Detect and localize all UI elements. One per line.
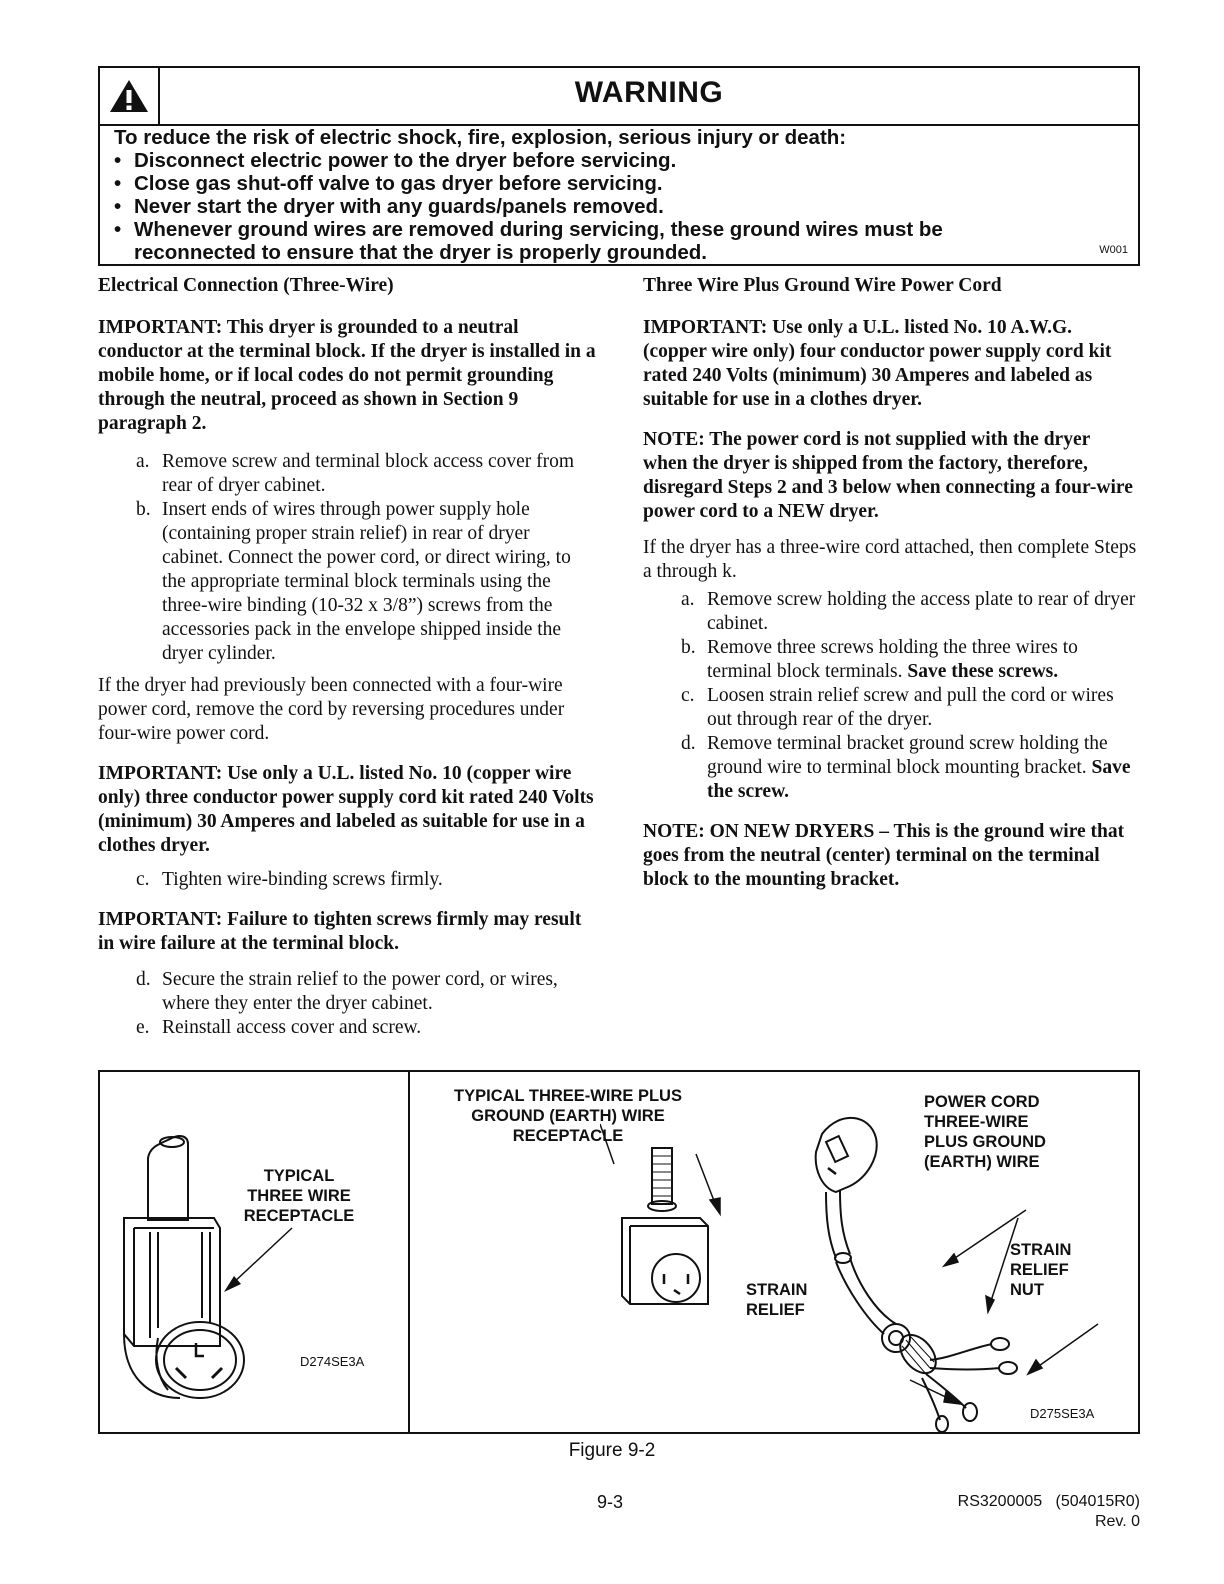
warning-bullet: • Disconnect electric power to the dryer before servicing. xyxy=(114,149,677,172)
left-important-grounding: IMPORTANT: This dryer is grounded to a neutral conductor at the terminal block. If the dryer is installed in a mobile home, or if local codes do not permit grounding through the neutral, proceed as shown in Section 9 paragraph 2. xyxy=(98,317,596,434)
left-column xyxy=(98,274,596,1040)
document-id xyxy=(958,1492,1140,1532)
step-item: a. Remove screw holding the access plate to rear of dryer cabinet. xyxy=(681,589,1136,634)
strain-relief-nut-label: STRAIN RELIEF NUT xyxy=(1010,1241,1072,1299)
right-note-new-dryers: NOTE: ON NEW DRYERS – This is the ground wire that goes from the neutral (center) terminal on the terminal block to the mounting bracket. xyxy=(643,821,1125,890)
leader-arrow xyxy=(210,1222,310,1302)
page-number: 9-3 xyxy=(596,1492,623,1512)
left-step-c xyxy=(98,868,596,892)
left-heading: Electrical Connection (Three-Wire) xyxy=(98,275,394,296)
warning-code: W001 xyxy=(1099,244,1128,256)
warning-bullet: • Close gas shut-off valve to gas dryer before servicing. xyxy=(114,172,663,195)
right-important-cord: IMPORTANT: Use only a U.L. listed No. 10 A.W.G. (copper wire only) four conductor power supply cord kit rated 240 Volts (minimum) 30 Amperes and labeled as suitable for use in a clothes dryer. xyxy=(643,317,1112,410)
step-item: d. Secure the strain relief to the power cord, or wires, where they enter the dryer cabinet. xyxy=(136,969,558,1014)
warning-box xyxy=(98,66,1140,266)
figure-divider xyxy=(408,1072,410,1432)
left-steps-ab xyxy=(98,450,596,666)
document-number: RS3200005 (504015R0) xyxy=(957,1493,1140,1510)
warning-intro: To reduce the risk of electric shock, fire, explosion, serious injury or death: xyxy=(114,126,847,149)
receptacle-label: TYPICAL THREE-WIRE PLUS GROUND (EARTH) WIRE RECEPTACLE xyxy=(454,1087,682,1145)
strain-relief-label: STRAIN RELIEF xyxy=(746,1281,808,1319)
warning-bullet-continuation: reconnected to ensure that the dryer is properly grounded. xyxy=(134,241,707,264)
left-important-tighten: IMPORTANT: Failure to tighten screws firmly may result in wire failure at the terminal block. xyxy=(98,909,582,954)
warning-triangle-icon xyxy=(108,78,150,114)
step-item: c. Tighten wire-binding screws firmly. xyxy=(136,869,443,890)
right-note-power-cord: NOTE: The power cord is not supplied with the dryer when the dryer is shipped from the factory, therefore, disregard Steps 2 and 3 below when connecting a four-wire power cord to a NEW dryer. xyxy=(643,429,1133,522)
power-cord-label: POWER CORD THREE-WIRE PLUS GROUND (EARTH) WIRE xyxy=(924,1093,1046,1171)
right-figure-code: D275SE3A xyxy=(1030,1406,1095,1421)
warning-title: WARNING xyxy=(574,76,724,109)
step-item: b. Remove three screws holding the three wires to terminal block terminals. Save these screws. xyxy=(681,637,1078,682)
step-item: e. Reinstall access cover and screw. xyxy=(136,1017,422,1038)
right-column xyxy=(643,274,1139,892)
left-figure-code: D274SE3A xyxy=(300,1354,365,1369)
warning-body xyxy=(114,126,1126,264)
revision: Rev. 0 xyxy=(1094,1513,1140,1530)
step-item: d. Remove terminal bracket ground screw holding the ground wire to terminal block mounting bracket. Save the screw. xyxy=(681,733,1131,802)
figure-box xyxy=(98,1070,1140,1434)
right-heading: Three Wire Plus Ground Wire Power Cord xyxy=(643,275,1002,296)
left-para-four-wire: If the dryer had previously been connected with a four-wire power cord, remove the cord by reversing procedures under four-wire power cord. xyxy=(98,675,565,744)
right-para-three-wire: If the dryer has a three-wire cord attached, then complete Steps a through k. xyxy=(643,537,1137,582)
warning-bullet: • Never start the dryer with any guards/panels removed. xyxy=(114,195,664,218)
step-item: a. Remove screw and terminal block access cover from rear of dryer cabinet. xyxy=(136,451,575,496)
four-wire-receptacle-and-cord-illustration xyxy=(600,1108,1120,1432)
left-steps-de xyxy=(98,968,596,1040)
right-steps xyxy=(643,588,1139,804)
warning-icon-cell xyxy=(100,68,160,124)
left-receptacle-label: TYPICAL THREE WIRE RECEPTACLE xyxy=(243,1167,355,1225)
figure-caption: Figure 9-2 xyxy=(568,1440,656,1461)
step-item: c. Loosen strain relief screw and pull the cord or wires out through rear of the dryer. xyxy=(681,685,1114,730)
left-important-cord: IMPORTANT: Use only a U.L. listed No. 10 (copper wire only) three conductor power supply cord kit rated 240 Volts (minimum) 30 Amperes and labeled as suitable for use in a clothes dryer. xyxy=(98,763,594,856)
warning-header xyxy=(100,68,1138,126)
step-item: b. Insert ends of wires through power supply hole (containing proper strain relief) in rear of dryer cabinet. Connect the power cord, or direct wiring, to the appropriate terminal block terminals using the three-wire binding (10-32 x 3/8”) screws from the accessories pack in the envelope shipped inside the dryer cylinder. xyxy=(136,499,571,664)
warning-bullet: • Whenever ground wires are removed during servicing, these ground wires must be xyxy=(114,218,943,241)
